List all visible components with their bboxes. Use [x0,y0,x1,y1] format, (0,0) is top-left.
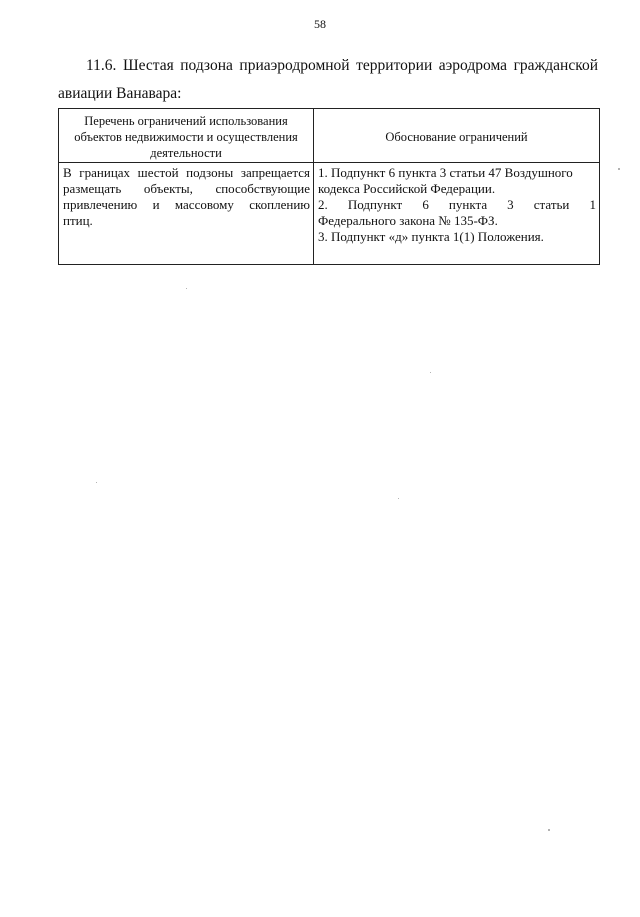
basis-line: 1. Подпункт 6 пункта 3 статьи 47 Воздушного [318,165,573,180]
basis-cell [314,163,600,265]
restriction-cell [59,163,314,265]
basis-line: Федерального закона № 135-ФЗ. [318,213,498,228]
section-heading-line-2: авиации Ванавара: [58,85,182,102]
restrictions-table [58,108,600,265]
scan-speck [96,482,97,483]
restriction-line: В границах шестой подзоны запрещается [63,165,310,180]
section-heading [58,52,598,108]
scan-speck [398,498,399,499]
restriction-line: размещать объекты, способствующие [63,181,310,196]
table-row [59,163,600,265]
section-heading-line-1: 11.6. Шестая подзона приаэродромной территории аэродрома гражданской [86,57,598,74]
scan-speck [430,372,431,373]
scan-speck [618,168,620,170]
column-header-restrictions: Перечень ограничений использования объектов недвижимости и осуществления деятельности [59,109,314,163]
restriction-line: привлечению и массовому скоплению [63,197,310,212]
basis-line: кодекса Российской Федерации. [318,181,496,196]
scan-speck [548,829,550,831]
column-header-basis: Обоснование ограничений [314,109,600,163]
basis-line: 3. Подпункт «д» пункта 1(1) Положения. [318,229,544,244]
basis-line: 2. Подпункт 6 пункта 3 статьи 1 [318,197,596,212]
scan-speck [186,288,187,289]
table-header-row [59,109,600,163]
page-number: 58 [314,17,326,31]
restriction-line: птиц. [63,213,93,228]
